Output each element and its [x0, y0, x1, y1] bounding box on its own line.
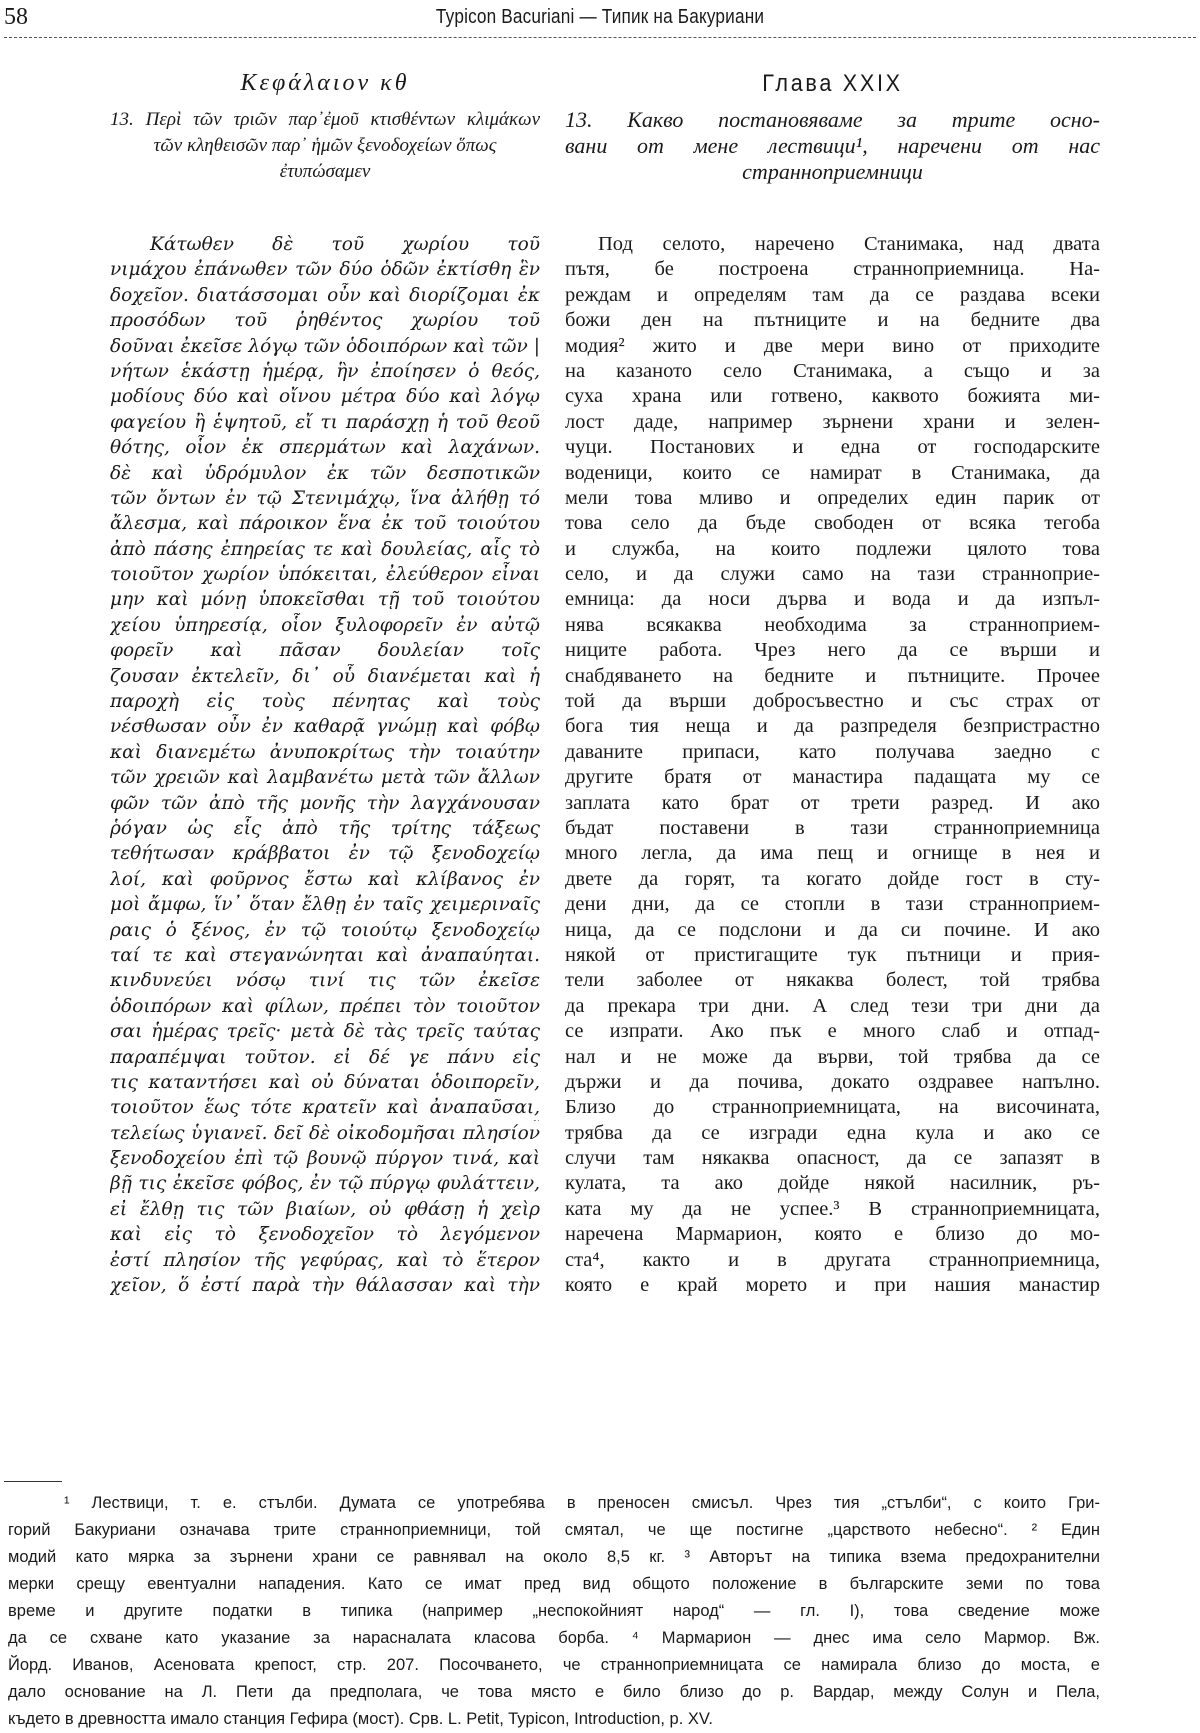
bulgarian-text-line: заплата като брат от трети разред. И ако [565, 791, 1100, 814]
bulgarian-text-line: и служба, на които подлежи цялото това [565, 537, 1100, 560]
footnote-line: където в древността имало станция Гефира (мост). Срв. L. Petit, Typicon, Introduction, p. XV. [8, 1710, 713, 1728]
footnote-line: Йорд. Иванов, Асеновата крепост, стр. 207. Посочването, че странноприемницата се намирала близо до моста, е [8, 1656, 1100, 1674]
greek-text-line: χεῖον, ὅ ἐστί παρὰ τὴν θάλασσαν καὶ τὴν [110, 1275, 540, 1297]
bulgarian-text-line: нал и не може да върви, той трябва да се [565, 1045, 1100, 1068]
footnote-rule [4, 1481, 62, 1482]
greek-text-line: Κάτωθεν δὲ τοῦ χωρίου τοῦ [150, 234, 540, 255]
header-rule [4, 37, 1196, 38]
greek-text-line: θότης, οἷον ἐκ σπερμάτων καὶ λαχάνων. [110, 437, 540, 459]
bulgarian-chapter-heading: Глава XXIX [762, 70, 903, 97]
bulgarian-text-line: мели това мливо и определих един парик от [565, 486, 1100, 509]
greek-text-line: τοιοῦτον ἕως τότε κρατεῖν καὶ ἀναπαῦσαι, [110, 1097, 540, 1119]
bulgarian-text-line: ста⁴, както и в другата странноприемница, [565, 1248, 1100, 1271]
bulgarian-text-line: Под селото, наречено Станимака, над двата [598, 233, 1100, 255]
bulgarian-text-line: трябва да се изгради една кула и ако се [565, 1121, 1100, 1144]
greek-text-line: σαι ἡμέρας τρεῖς· μετὰ δὲ τὰς τρεῖς ταύτας [110, 1021, 540, 1043]
bulgarian-text-line: ката му да не успее.³ В странноприемницата, [565, 1197, 1100, 1220]
title-line: τῶν κληθεισῶν παρ᾿ ἡμῶν ξενοδοχείων ὅπως [153, 135, 497, 156]
footnotes [8, 1490, 1100, 1733]
greek-text-line: ῥόγαν ὡς εἷς ἀπὸ τῆς τρίτης τάξεως [110, 817, 540, 839]
greek-text-line: ταί τε καὶ στεγανώνηται καὶ ἀναπαύηται. [110, 944, 540, 966]
bulgarian-text-line: божи ден на пътниците и на бедните два [565, 309, 1100, 332]
bulgarian-text-line: бога тия неща и да разпределя безпристрастно [565, 715, 1100, 738]
greek-text-line: ἀπὸ πάσης ἐπηρείας τε καὶ δουλείας, αἷς τὸ [110, 538, 540, 560]
bulgarian-text-line: много легла, да има пещ и огнище в нея и [565, 842, 1100, 865]
bulgarian-text-line: да прекара три дни. А след тези три дни да [565, 994, 1100, 1017]
bulgarian-text-line: наречена Мармарион, която е близо до мо- [565, 1223, 1100, 1246]
bulgarian-text-line: случи там някаква опасност, да се запазят в [565, 1147, 1100, 1170]
greek-text-line: ὁδοιπόρων καὶ φίλων, πρέπει τὸν τοιοῦτον [110, 995, 540, 1017]
greek-text-line: φαγείου ἢ ἑψητοῦ, εἴ τι παράσχῃ ἡ τοῦ θεοῦ [110, 411, 540, 433]
greek-text-line: φορεῖν καὶ πᾶσαν δουλείαν τοῖς [110, 640, 540, 662]
bulgarian-text-line: се изпрати. Ако пък е много слаб и отпад- [565, 1020, 1100, 1043]
greek-text-line: βῇ τις ἐκεῖσε φόβος, ἐν τῷ πύργῳ φυλάττειν, [110, 1173, 540, 1195]
bulgarian-text-line: модия² жито и две мери вино от приходите [565, 334, 1100, 357]
greek-text-line: τις καταντήσει καὶ οὐ δύναται ὁδοιπορεῖν, [110, 1071, 540, 1093]
greek-text-line: καὶ διανεμέτω ἀνυποκρίτως τὴν τοιαύτην [110, 741, 540, 763]
bulgarian-text-line: снабдяването на бедните и пътниците. Прочее [565, 664, 1100, 687]
greek-section-title [110, 107, 540, 185]
bulgarian-text-line: суха храна или готвено, каквото божията ми- [565, 385, 1100, 408]
footnote-line: да се схване като указание за нарасналата класова борба. ⁴ Мармарион — днес има село Мармор. Вж. [8, 1629, 1100, 1647]
bulgarian-text-line: пътя, бе построена странноприемница. На- [565, 258, 1100, 281]
bulgarian-text-line: Близо до странноприемницата, на височината, [565, 1096, 1100, 1119]
greek-text-line: ραις ὁ ξένος, ἐν τῷ τοιούτῳ ξενοδοχείῳ [110, 919, 540, 941]
greek-text-line: χείου ὑπηρεσίᾳ, οἷον ξυλοφορεῖν ἐν αὐτῷ [110, 614, 540, 636]
bulgarian-text-line: воденици, които се намират в Станимака, да [565, 461, 1100, 484]
bulgarian-text-line: село, и да служи само на тази странноприе- [565, 563, 1100, 586]
greek-text-line: ἄλεσμα, καὶ πάροικον ἕνα ἐκ τοῦ τοιούτου [110, 513, 540, 535]
bulgarian-text-line: която е край морето и при нашия манастир [565, 1274, 1100, 1297]
bulgarian-text-line: бъдат поставени в тази странноприемница [565, 816, 1100, 839]
greek-text-line: δοχεῖον. διατάσσομαι οὖν καὶ διορίζομαι ἐκ [110, 284, 540, 306]
greek-text-line: μοὶ ἄμφω, ἵν᾿ ὅταν ἔλθῃ ἐν ταῖς χειμεριναῖς [110, 894, 540, 916]
bulgarian-text-line: някой от пристигащите тук пътници и прия- [565, 943, 1100, 966]
greek-text-line: τεθήτωσαν κράββατοι ἐν τῷ ξενοδοχείῳ [110, 843, 540, 865]
greek-text-line: ξενοδοχείου ἐπὶ τῷ βουνῷ πύργον τινά, καὶ [110, 1148, 540, 1170]
bulgarian-text-line: ница, да се подслони и да си почине. И ако [565, 918, 1100, 941]
bulgarian-text-line: емница: да носи дърва и вода и да изпъл- [565, 588, 1100, 611]
bulgarian-text-line: той да върши добросъвестно и със страх от [565, 690, 1100, 713]
bulgarian-text-line: ниците работа. Чрез него да се върши и [565, 639, 1100, 662]
bulgarian-text-line: реждам и определям там да се раздава всеки [565, 283, 1100, 306]
greek-text-column [110, 232, 540, 1298]
greek-text-line: κινδυνεύει νόσῳ τινί τις τῶν ἐκεῖσε [110, 970, 540, 992]
title-line: 13. Περὶ τῶν τριῶν παρ᾿ἐμοῦ κτισθέντων κλιμάκων [110, 109, 540, 130]
bulgarian-text-line: това село да бъде свободен от всяка тегоба [565, 512, 1100, 535]
footnote-line: горий Бакуриани означава трите странноприемници, той смятал, че ще постигне „царството небесно“. ² Един [8, 1521, 1100, 1539]
bulgarian-text-line: кулата, та ако дойде някой насилник, ръ- [565, 1172, 1100, 1195]
greek-text-line: δοῦναι ἐκεῖσε λόγῳ τῶν ὁδοιπόρων καὶ τῶν | [110, 335, 540, 357]
greek-chapter-heading: Κεφάλαιον κθ [240, 70, 410, 96]
greek-text-line: προσόδων τοῦ ῥηθέντος χωρίου τοῦ [110, 310, 540, 332]
footnote-line: мерки срещу евентуални нападения. Като се имат пред вид общото положение в българските земи по това [8, 1575, 1100, 1593]
footnote-line: модий като мярка за зърнени храни се равнявал на около 8,5 кг. ³ Авторът на типика взема предохранителни [8, 1548, 1100, 1566]
running-title: Typicon Bacuriani — Типик на Бакуриани [435, 6, 765, 28]
bulgarian-text-line: на казаното село Станимака, а също и за [565, 359, 1100, 382]
footnote-line: дало основание на Л. Пети да предполага, че това място е било близо до р. Вардар, между Солун и Пела, [8, 1683, 1100, 1701]
greek-text-line: παραπέμψαι τοῦτον. εἰ δέ γε πάνυ εἰς [110, 1046, 540, 1068]
greek-text-line: ζουσαν ἐκτελεῖν, δι᾿ οὗ διανέμεται καὶ ἡ [110, 665, 540, 687]
bulgarian-text-column [565, 232, 1100, 1298]
greek-text-line: δὲ καὶ ὑδρόμυλον ἐκ τῶν δεσποτικῶν [110, 462, 540, 484]
greek-text-line: καὶ εἰς τὸ ξενοδοχεῖον τὸ λεγόμενον [110, 1224, 540, 1246]
title-line: 13. Какво постановяваме за трите осно- [565, 107, 1100, 132]
bulgarian-section-title [565, 107, 1100, 185]
bulgarian-text-line: лост даде, например зърнени храни и зелен- [565, 410, 1100, 433]
greek-text-line: τοιοῦτον χωρίον ὑπόκειται, ἐλεύθερον εἶναι [110, 564, 540, 586]
title-line: вани от мене лествици¹, наречени от нас [565, 133, 1100, 158]
greek-text-line: παροχὴ εἰς τοὺς πένητας καὶ τοὺς [110, 691, 540, 713]
greek-text-line: τελείως ὑγιανεῖ. δεῖ δὲ οἰκοδομῆσαι πλησίον [110, 1122, 540, 1144]
title-line: ἐτυπώσαμεν [279, 161, 371, 182]
bulgarian-text-line: тели заболее от някаква болест, той трябва [565, 969, 1100, 992]
greek-text-line: νήτων ἑκάστῃ ἡμέρᾳ, ἣν ἐποίησεν ὁ θεός, [110, 360, 540, 382]
greek-text-line: μοδίους δύο καὶ οἴνου μέτρα δύο καὶ λόγῳ [110, 386, 540, 408]
bulgarian-text-line: дени дни, да се стопли в тази странноприем- [565, 893, 1100, 916]
bulgarian-text-line: нява всякаква необходима за странноприем- [565, 613, 1100, 636]
title-line: странноприемници [742, 159, 923, 184]
greek-text-line: εἰ ἔλθῃ τις τῶν βιαίων, οὐ φθάσῃ ἡ χεὶρ [110, 1198, 540, 1220]
greek-text-line: τῶν ὄντων ἐν τῷ Στενιμάχῳ, ἵνα ἀλήθῃ τό [110, 487, 540, 509]
bulgarian-text-line: чуци. Постанових и една от господарските [565, 436, 1100, 459]
bulgarian-text-line: даваните припаси, като получава заедно с [565, 740, 1100, 763]
bulgarian-text-line: държи и да почива, докато оздравее напълно. [565, 1070, 1100, 1093]
greek-text-line: νέσθωσαν οὖν ἐν καθαρᾷ γνώμῃ καὶ φόβῳ [110, 716, 540, 738]
greek-text-line: ἐστί πλησίον τῆς γεφύρας, καὶ τὸ ἕτερον [110, 1249, 540, 1271]
greek-text-line: μην καὶ μόνῃ ὑποκεῖσθαι τῇ τοῦ τοιούτου [110, 589, 540, 611]
footnote-line: време и другите податки в типика (например „неспокойният народ“ — гл. I), това сведение може [8, 1602, 1100, 1620]
footnote-line: ¹ Лествици, т. е. стълби. Думата се употребява в преносен смисъл. Чрез тия „стълби“, с които Гри- [64, 1494, 1100, 1512]
greek-text-line: νιμάχου ἐπάνωθεν τῶν δύο ὁδῶν ἐκτίσθη ἓν [110, 259, 540, 281]
greek-text-line: τῶν χρειῶν καὶ λαμβανέτω μετὰ τῶν ἄλλων [110, 767, 540, 789]
bulgarian-text-line: двете да горят, та когато дойде гост в сту- [565, 867, 1100, 890]
greek-text-line: φῶν τῶν ἀπὸ τῆς μονῆς τὴν λαγχάνουσαν [110, 792, 540, 814]
page-number: 58 [4, 4, 28, 30]
greek-text-line: λοί, καὶ φοῦρνος ἔστω καὶ κλίβανος ἐν [110, 868, 540, 890]
bulgarian-text-line: другите братя от манастира падащата му се [565, 766, 1100, 789]
